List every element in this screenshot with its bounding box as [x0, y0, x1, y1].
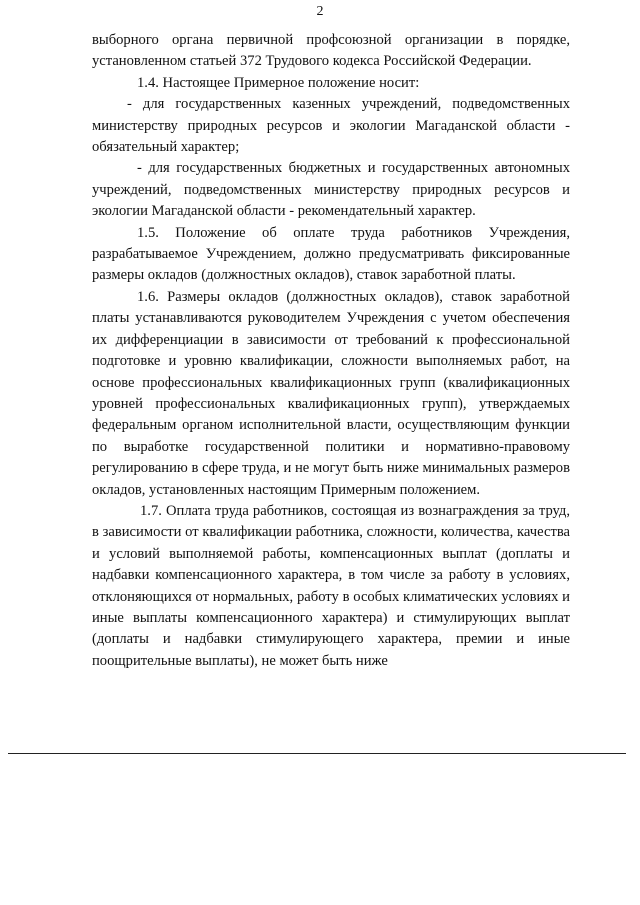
footer-divider — [8, 753, 626, 754]
paragraph-continuation: выборного органа первичной профсоюзной организации в порядке, установленном статьей 372 Трудового кодекса Российской Федерации. — [92, 32, 570, 70]
list-item-budget-institutions: - для государственных бюджетных и государственных автономных учреждений, подведомственных министерству природных ресурсов и экологии Магаданской области - рекомендательный характер. — [92, 160, 570, 220]
paragraph-1-7: 1.7. Оплата труда работников, состоящая из вознаграждения за труд, в зависимости от квалификации работника, сложности, количества, качества и условий выполняемой работы, компенсационных выплат (доплаты и надбавки компенсационного характера, в том числе за работу в условиях, отклоняющихся от нормальных, работу в особых климатических условиях и иные выплаты компенсационного характера) и стимулирующих выплат (доплаты и надбавки стимулирующего характера, премии и иные поощрительные выплаты), не может быть ниже — [92, 502, 570, 669]
page-number: 2 — [316, 4, 324, 19]
list-item-state-institutions: - для государственных казенных учреждений, подведомственных министерству природных ресурсов и экологии Магаданской области - обязательный характер; — [92, 96, 570, 156]
paragraph-1-5: 1.5. Положение об оплате труда работников Учреждения, разрабатываемое Учреждением, должно предусматривать фиксированные размеры окладов (должностных окладов), ставок заработной платы. — [92, 224, 570, 284]
paragraph-1-4: 1.4. Настоящее Примерное положение носит: — [137, 74, 420, 91]
paragraph-1-6: 1.6. Размеры окладов (должностных окладов), ставок заработной платы устанавливаются руководителем Учреждения с учетом обеспечения их дифференциации в зависимости от требований к профессиональной подготовке и уровню квалификации, сложности выполняемых работ, на основе профессиональных квалификационных групп (квалификационных уровней профессиональных квалификационных групп), утверждаемых федеральным органом исполнительной власти, осуществляющим функции по выработке государственной политики и нормативно-правовому регулированию в сфере труда, и не могут быть ниже минимальных размеров окладов, установленных настоящим Примерным положением. — [92, 288, 570, 498]
document-body — [92, 30, 570, 672]
